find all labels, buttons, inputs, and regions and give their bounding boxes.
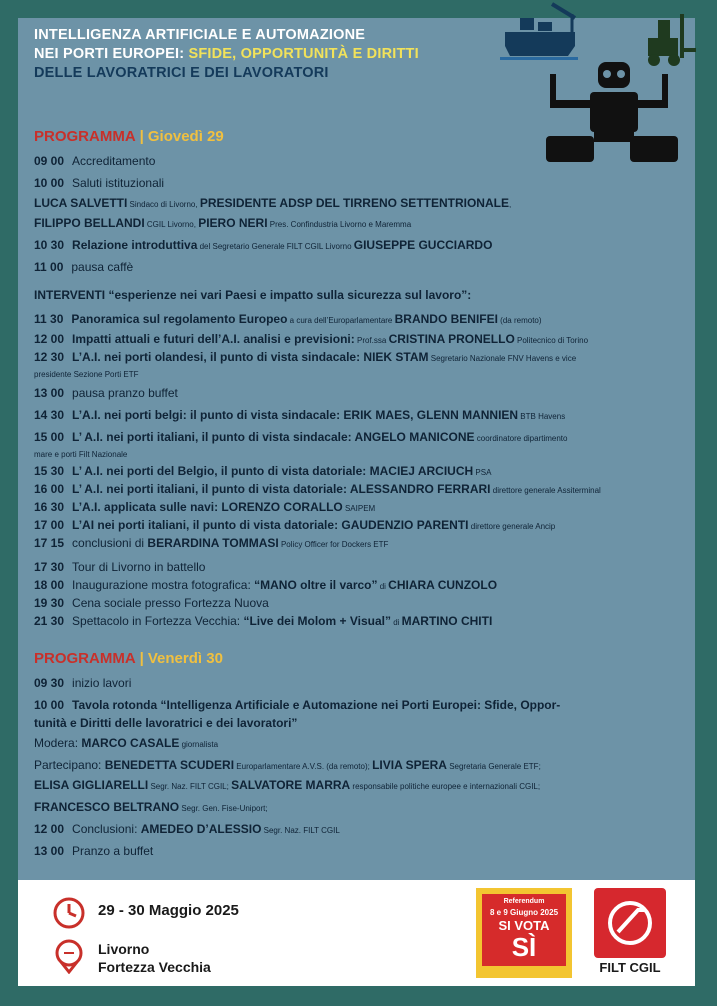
- schedule-row: [34, 596, 269, 610]
- event-place: Livorno Fortezza Vecchia: [98, 941, 211, 975]
- schedule-text-part: MARTINO CHITI: [401, 614, 493, 628]
- schedule-text-part: INTERVENTI “esperienze nei vari Paesi e impatto sulla sicurezza sul lavoro”:: [34, 288, 472, 302]
- schedule-time: 11 30: [34, 312, 64, 326]
- schedule-time: 14 30: [34, 408, 65, 422]
- schedule-text-part: PSA: [473, 468, 492, 477]
- schedule-text-part: PIERO NERI: [198, 216, 268, 230]
- schedule-row: [34, 500, 375, 514]
- schedule-time: 09 30: [34, 676, 65, 690]
- schedule-row: [34, 332, 588, 346]
- schedule-text-part: GIUSEPPE GUCCIARDO: [353, 238, 493, 252]
- schedule-text-part: CHIARA CUNZOLO: [388, 578, 498, 592]
- schedule-row: [34, 176, 164, 190]
- schedule-row: [34, 154, 155, 168]
- schedule-text-part: PRESIDENTE ADSP DEL TIRRENO SETTENTRIONALE: [199, 196, 509, 210]
- schedule-time: 15 00: [34, 430, 65, 444]
- schedule-text-part: Panoramica sul regolamento Europeo: [71, 312, 288, 326]
- schedule-row: [34, 698, 560, 712]
- schedule-text-part: mare e porti Filt Nazionale: [34, 450, 128, 459]
- event-date: 29 - 30 Maggio 2025: [98, 902, 239, 919]
- schedule-row: [34, 482, 601, 496]
- schedule-text-part: Spettacolo in Fortezza Vecchia:: [72, 614, 244, 628]
- filt-cgil-mark-icon: [594, 888, 666, 958]
- schedule-time: 17 00: [34, 518, 65, 532]
- schedule-row: [34, 260, 133, 274]
- schedule-row: [34, 822, 340, 836]
- schedule-row: [34, 758, 541, 772]
- schedule-text-part: Modera:: [34, 736, 82, 750]
- schedule-text: Cena sociale presso Fortezza Nuova: [72, 596, 269, 610]
- day1-header: PROGRAMMA | Giovedì 29: [34, 128, 224, 145]
- schedule-text-part: Segr. Naz. FILT CGIL: [261, 826, 340, 835]
- schedule-time: 17 30: [34, 560, 65, 574]
- schedule-row: [34, 464, 491, 478]
- schedule-text-part: “Live dei Molom + Visual”: [243, 614, 391, 628]
- schedule-text-part: L’ A.I. nei porti italiani, il punto di vista datoriale: ALESSANDRO FERRARI: [72, 482, 491, 496]
- forklift-icon: [648, 14, 696, 66]
- schedule-time: 18 00: [34, 578, 65, 592]
- schedule-text-part: ELISA GIGLIARELLI: [34, 778, 149, 792]
- title-line-1: INTELLIGENZA ARTIFICIALE E AUTOMAZIONE: [34, 27, 366, 43]
- schedule-text-part: L’A.I. nei porti belgi: il punto di vista sindacale: ERIK MAES, GLENN MANNIEN: [72, 408, 519, 422]
- schedule-text-part: BENEDETTA SCUDERI: [104, 758, 235, 772]
- schedule-text-part: tunità e Diritti delle lavoratrici e dei lavoratori”: [34, 716, 298, 730]
- schedule-time: 15 30: [34, 464, 65, 478]
- schedule-time: 11 00: [34, 260, 64, 274]
- schedule-time: 13 00: [34, 386, 65, 400]
- schedule-row: [34, 288, 471, 302]
- schedule-text-part: Tavola rotonda “Intelligenza Artificiale e Automazione nei Porti Europei: Sfide, Oppor-: [72, 698, 561, 712]
- clock-icon: [52, 896, 86, 930]
- schedule-text-part: coordinatore dipartimento: [474, 434, 568, 443]
- day2-header: PROGRAMMA | Venerdì 30: [34, 650, 223, 667]
- schedule-time: 16 00: [34, 482, 65, 496]
- schedule-text-part: Impatti attuali e futuri dell’A.I. analisi e previsioni:: [72, 332, 355, 346]
- schedule-text-part: CGIL Livorno,: [144, 220, 199, 229]
- schedule-row: [34, 386, 178, 400]
- schedule-text-part: Inaugurazione mostra fotografica:: [72, 578, 255, 592]
- schedule-text-part: Partecipano:: [34, 758, 105, 772]
- schedule-text: pausa caffè: [71, 260, 134, 274]
- schedule-text-part: (da remoto): [497, 316, 542, 325]
- schedule-text-part: ,: [508, 200, 512, 209]
- schedule-row: [34, 312, 542, 326]
- schedule-time: 12 00: [34, 332, 65, 346]
- schedule-row: [34, 238, 492, 252]
- schedule-text-part: FRANCESCO BELTRANO: [34, 800, 180, 814]
- schedule-text-part: MARCO CASALE: [81, 736, 180, 750]
- schedule-row: [34, 536, 388, 550]
- schedule-row: [34, 350, 576, 364]
- schedule-text-part: L’A.I. applicata sulle navi: LORENZO CORALLO: [72, 500, 343, 514]
- schedule-text-part: a cura dell’Europarlamentare: [287, 316, 395, 325]
- schedule-time: 10 00: [34, 176, 65, 190]
- schedule-text-part: presidente Sezione Porti ETF: [34, 370, 139, 379]
- schedule-text-part: LUCA SALVETTI: [34, 196, 128, 210]
- schedule-text: Pranzo a buffet: [72, 844, 154, 858]
- schedule-text-part: L’AI nei porti italiani, il punto di vista datoriale: GAUDENZIO PARENTI: [72, 518, 469, 532]
- schedule-row: [34, 736, 218, 750]
- schedule-row: [34, 614, 492, 628]
- schedule-text-part: L’ A.I. nei porti italiani, il punto di vista sindacale: ANGELO MANICONE: [72, 430, 475, 444]
- filt-cgil-logo: [594, 888, 666, 958]
- schedule-row: [34, 778, 540, 792]
- schedule-text-part: di: [377, 582, 389, 591]
- poster-footer: [18, 880, 695, 986]
- schedule-row: [34, 578, 497, 592]
- schedule-row: [34, 518, 555, 532]
- schedule-row: [34, 216, 411, 230]
- schedule-text-part: direttore generale Ancip: [468, 522, 556, 531]
- schedule-time: 12 00: [34, 822, 65, 836]
- schedule-time: 13 00: [34, 844, 65, 858]
- schedule-text: inizio lavori: [72, 676, 132, 690]
- schedule-text-part: SAIPEM: [342, 504, 376, 513]
- schedule-text: Accreditamento: [72, 154, 156, 168]
- schedule-row: [34, 716, 297, 730]
- schedule-row: [34, 446, 127, 460]
- poster-title: [34, 26, 464, 83]
- schedule-text-part: Relazione introduttiva: [72, 238, 198, 252]
- schedule-time: 21 30: [34, 614, 65, 628]
- schedule-text-part: del Segretario Generale FILT CGIL Livorno: [197, 242, 354, 251]
- schedule-text-part: CRISTINA PRONELLO: [388, 332, 515, 346]
- schedule-text-part: giornalista: [179, 740, 219, 749]
- schedule-text-part: Europarlamentare A.V.S. (da remoto);: [234, 762, 373, 771]
- header-illustration: [480, 0, 700, 170]
- schedule-row: [34, 366, 139, 380]
- schedule-text-part: di: [390, 618, 402, 627]
- schedule-text-part: responsabile politiche europee e internazionali CGIL;: [350, 782, 541, 791]
- schedule-text-part: “MANO oltre il varco”: [254, 578, 378, 592]
- schedule-time: 10 30: [34, 238, 65, 252]
- schedule-text-part: conclusioni di: [72, 536, 148, 550]
- schedule-row: [34, 676, 131, 690]
- schedule-text-part: L’ A.I. nei porti del Belgio, il punto di vista datoriale: MACIEJ ARCIUCH: [72, 464, 474, 478]
- title-line-2: NEI PORTI EUROPEI: SFIDE, OPPORTUNITÀ E DIRITTI: [34, 46, 419, 62]
- schedule-time: 09 00: [34, 154, 65, 168]
- ship-crane-icon: [500, 4, 578, 60]
- schedule-text-part: Politecnico di Torino: [514, 336, 589, 345]
- schedule-text-part: BRANDO BENIFEI: [394, 312, 498, 326]
- schedule-text-part: LIVIA SPERA: [372, 758, 447, 772]
- schedule-text-part: BTB Havens: [518, 412, 566, 421]
- schedule-text-part: AMEDEO D’ALESSIO: [140, 822, 262, 836]
- schedule-text-part: Segr. Naz. FILT CGIL;: [148, 782, 232, 791]
- schedule-text-part: BERARDINA TOMMASI: [147, 536, 279, 550]
- schedule-text-part: Pres. Confindustria Livorno e Maremma: [267, 220, 412, 229]
- schedule-text-part: Segr. Gen. Fise-Uniport;: [179, 804, 268, 813]
- schedule-row: [34, 408, 565, 422]
- schedule-text-part: FILIPPO BELLANDI: [34, 216, 145, 230]
- schedule-row: [34, 430, 567, 444]
- schedule-text: pausa pranzo buffet: [72, 386, 178, 400]
- schedule-text-part: direttore generale Assiterminal: [490, 486, 601, 495]
- schedule-row: [34, 196, 511, 210]
- schedule-row: [34, 560, 205, 574]
- schedule-time: 12 30: [34, 350, 65, 364]
- referendum-logo: Referendum 8 e 9 Giugno 2025 SI VOTA SÌ: [476, 888, 572, 978]
- schedule-text: Saluti istituzionali: [72, 176, 165, 190]
- schedule-text-part: L’A.I. nei porti olandesi, il punto di vista sindacale: NIEK STAM: [72, 350, 429, 364]
- schedule-time: 17 15: [34, 536, 65, 550]
- schedule-text-part: Conclusioni:: [72, 822, 141, 836]
- schedule-time: 10 00: [34, 698, 65, 712]
- schedule-time: 16 30: [34, 500, 65, 514]
- schedule-text-part: Prof.ssa: [354, 336, 389, 345]
- schedule-row: [34, 844, 153, 858]
- schedule-text: Tour di Livorno in battello: [72, 560, 206, 574]
- schedule-text-part: Segretaria Generale ETF;: [446, 762, 541, 771]
- filt-cgil-label: FILT CGIL: [599, 960, 661, 975]
- title-line-3: DELLE LAVORATRICI E DEI LAVORATORI: [34, 65, 329, 81]
- schedule-text-part: Segretario Nazionale FNV Havens e vice: [428, 354, 577, 363]
- schedule-text-part: Policy Officer for Dockers ETF: [278, 540, 389, 549]
- schedule-text-part: SALVATORE MARRA: [231, 778, 351, 792]
- schedule-time: 19 30: [34, 596, 65, 610]
- schedule-row: [34, 800, 268, 814]
- schedule-text-part: Sindaco di Livorno,: [127, 200, 200, 209]
- robot-icon: [546, 62, 678, 162]
- map-pin-icon: [52, 938, 86, 974]
